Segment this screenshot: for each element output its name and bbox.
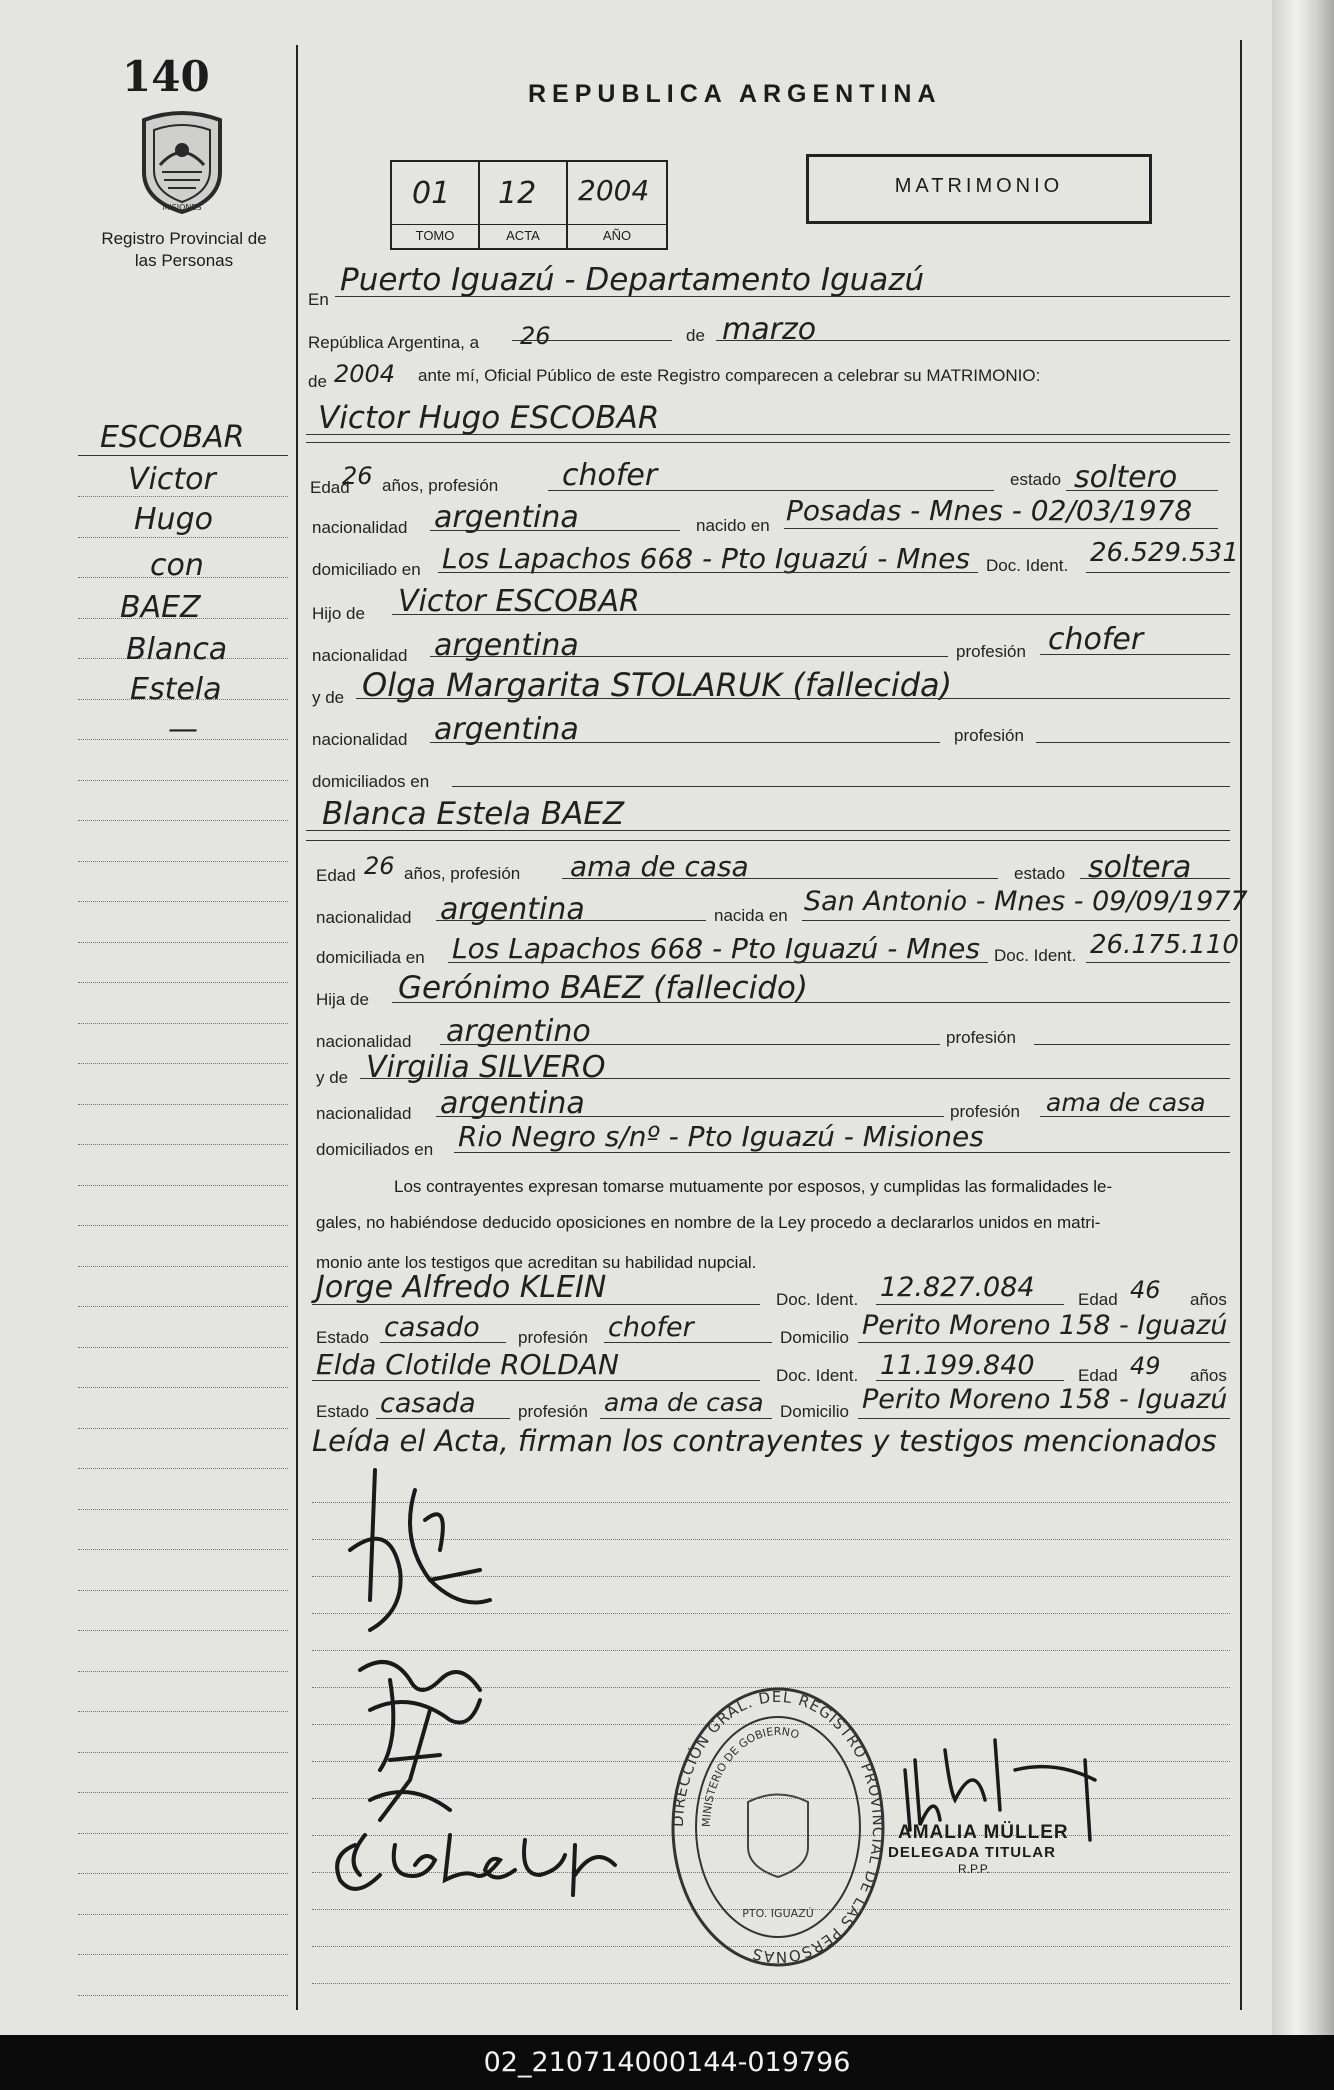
line bbox=[380, 1342, 506, 1343]
margin-ruled-line bbox=[78, 901, 288, 903]
witness-1-edad-label: Edad bbox=[1078, 1290, 1118, 1309]
official-sub: R.P.P. bbox=[958, 1862, 990, 1876]
image-caption: 02_210714000144-019796 bbox=[0, 2035, 1334, 2090]
bride-father-nac: argentino bbox=[446, 1014, 591, 1049]
bride-nacida-label: nacida en bbox=[714, 906, 788, 925]
line bbox=[604, 1342, 772, 1343]
margin-ruled-line bbox=[78, 1104, 288, 1106]
right-rule bbox=[1240, 40, 1242, 2010]
bride-estado-label: estado bbox=[1014, 864, 1066, 883]
margin-ruled-line bbox=[78, 1671, 288, 1673]
groom-anos-profesion-label: años, profesión bbox=[382, 476, 499, 495]
line bbox=[1066, 490, 1218, 491]
groom-edad-label: Edad bbox=[310, 478, 350, 497]
ano-value: 2004 bbox=[578, 174, 650, 207]
bride-edad-label: Edad bbox=[316, 866, 356, 885]
line bbox=[392, 1002, 1230, 1003]
bride-domiciliados: Rio Negro s/nº - Pto Iguazú - Misiones bbox=[458, 1120, 984, 1153]
line bbox=[312, 1380, 760, 1381]
margin-name: BAEZ bbox=[120, 590, 201, 625]
bride-mother-nac: argentina bbox=[440, 1086, 585, 1121]
groom-mother-label: y de bbox=[312, 688, 345, 707]
bride-name: Blanca Estela BAEZ bbox=[322, 796, 625, 832]
groom-edad: 26 bbox=[342, 462, 373, 490]
line bbox=[360, 1078, 1230, 1079]
bride-nacida: San Antonio - Mnes - 09/09/1977 bbox=[804, 886, 1248, 917]
day: 26 bbox=[520, 322, 551, 350]
groom-name-line2 bbox=[306, 442, 1230, 443]
bride-mother-nac-label: nacionalidad bbox=[316, 1104, 412, 1123]
provincial-seal-icon bbox=[132, 110, 232, 215]
groom-father-prof-label: profesión bbox=[956, 642, 1026, 661]
groom-father-nac-label: nacionalidad bbox=[312, 646, 408, 665]
margin-ruled-line bbox=[78, 780, 288, 782]
margin-ruled-line bbox=[78, 1590, 288, 1592]
margin-ruled-line bbox=[78, 1630, 288, 1632]
line bbox=[548, 490, 994, 491]
line bbox=[600, 1418, 772, 1419]
groom-nacionalidad: argentina bbox=[434, 500, 579, 535]
groom-domicilio-label: domiciliado en bbox=[312, 560, 421, 579]
margin-ruled-line bbox=[78, 861, 288, 863]
groom-father-nac: argentina bbox=[434, 628, 579, 663]
margin-name: Victor bbox=[128, 462, 216, 497]
margin-ruled-line bbox=[78, 1144, 288, 1146]
groom-domiciliados-label: domiciliados en bbox=[312, 772, 430, 791]
bride-anos-profesion-label: años, profesión bbox=[404, 864, 521, 883]
margin-ruled-line bbox=[78, 1428, 288, 1430]
line bbox=[436, 920, 706, 921]
groom-father-prof: chofer bbox=[1048, 622, 1144, 657]
act-type-box bbox=[806, 154, 1152, 224]
line bbox=[1080, 878, 1230, 879]
line bbox=[452, 786, 1230, 787]
day-line bbox=[512, 340, 672, 341]
margin-ruled-line bbox=[78, 1225, 288, 1227]
bride-father-prof-label: profesión bbox=[946, 1028, 1016, 1047]
margin-ruled-line bbox=[78, 1752, 288, 1754]
bride-name-line2 bbox=[306, 840, 1230, 841]
acta-label: ACTA bbox=[480, 224, 566, 247]
witness-1-name: Jorge Alfredo KLEIN bbox=[316, 1270, 607, 1305]
margin-name: Estela bbox=[130, 672, 222, 707]
groom-name-line bbox=[306, 434, 1230, 435]
margin-ruled-line bbox=[78, 1185, 288, 1187]
line bbox=[858, 1418, 1230, 1419]
bride-father: Gerónimo BAEZ (fallecido) bbox=[398, 970, 808, 1006]
bride-mother-prof: ama de casa bbox=[1046, 1088, 1206, 1117]
witness-2-edad-label: Edad bbox=[1078, 1366, 1118, 1385]
groom-signature bbox=[330, 1460, 510, 1640]
margin-ruled-line bbox=[78, 1306, 288, 1308]
margin-ruled-line bbox=[78, 1954, 288, 1956]
witness-2-profesion-label: profesión bbox=[518, 1402, 588, 1421]
svg-text:PTO. IGUAZÚ: PTO. IGUAZÚ bbox=[742, 1907, 814, 1920]
margin-ruled-line bbox=[78, 1023, 288, 1025]
bride-domicilio-label: domiciliada en bbox=[316, 948, 425, 967]
bride-domiciliados-label: domiciliados en bbox=[316, 1140, 434, 1159]
groom-mother-prof-label: profesión bbox=[954, 726, 1024, 745]
line bbox=[448, 962, 988, 963]
declaration-line-2: gales, no habiéndose deducido oposiciones en nombre de la Ley procedo a declararlos unidos en matri- bbox=[316, 1213, 1101, 1232]
month: marzo bbox=[722, 312, 817, 347]
republica-label: República Argentina, a bbox=[308, 333, 480, 352]
groom-mother-nac-label: nacionalidad bbox=[312, 730, 408, 749]
margin-ruled-line bbox=[78, 942, 288, 944]
witness-1-estado: casado bbox=[384, 1312, 480, 1343]
witness-2-profesion: ama de casa bbox=[604, 1388, 764, 1417]
tomo-acta-ano-box bbox=[390, 160, 668, 250]
de-label: de bbox=[686, 326, 705, 345]
line bbox=[356, 698, 1230, 699]
witness-1-doc: 12.827.084 bbox=[880, 1272, 1035, 1303]
witness-2-edad: 49 bbox=[1130, 1352, 1161, 1380]
year-prefix: de bbox=[308, 372, 327, 391]
country-title: REPUBLICA ARGENTINA bbox=[528, 80, 942, 108]
bride-nacionalidad: argentina bbox=[440, 892, 585, 927]
witness-1-doc-label: Doc. Ident. bbox=[776, 1290, 859, 1309]
margin-ruled-line bbox=[78, 1873, 288, 1875]
margin-ruled-line bbox=[78, 1792, 288, 1794]
margin-name: ESCOBAR bbox=[100, 420, 245, 455]
line bbox=[376, 1418, 510, 1419]
margin-ruled-line bbox=[78, 1347, 288, 1349]
bride-domicilio: Los Lapachos 668 - Pto Iguazú - Mnes bbox=[452, 932, 980, 965]
groom-mother-nac: argentina bbox=[434, 712, 579, 747]
line bbox=[1040, 654, 1230, 655]
tomo-label: TOMO bbox=[392, 224, 478, 247]
groom-doc: 26.529.531 bbox=[1090, 538, 1239, 568]
place: Puerto Iguazú - Departamento Iguazú bbox=[340, 262, 925, 298]
margin-ruled-line bbox=[78, 1711, 288, 1713]
line bbox=[392, 614, 1230, 615]
bride-name-line bbox=[306, 830, 1230, 831]
witness-2-domicilio-label: Domicilio bbox=[780, 1402, 849, 1421]
witness-1-profesion: chofer bbox=[608, 1312, 694, 1343]
acta-value: 12 bbox=[498, 176, 537, 211]
groom-doc-label: Doc. Ident. bbox=[986, 556, 1069, 575]
witness-1-edad: 46 bbox=[1130, 1276, 1161, 1304]
groom-estado: soltero bbox=[1074, 460, 1178, 495]
place-line bbox=[335, 296, 1230, 297]
witness-1-estado-label: Estado bbox=[316, 1328, 369, 1347]
line bbox=[430, 742, 940, 743]
margin-ruled-line bbox=[78, 1914, 288, 1916]
margin-ruled-line bbox=[78, 1468, 288, 1470]
line bbox=[454, 1152, 1230, 1153]
declaration-line-3: monio ante los testigos que acreditan su habilidad nupcial. bbox=[316, 1253, 757, 1272]
line bbox=[430, 530, 680, 531]
margin-ruled-line bbox=[78, 1266, 288, 1268]
svg-text:MINISTERIO DE GOBIERNO: MINISTERIO DE GOBIERNO bbox=[699, 1724, 801, 1828]
signature-ruled-line bbox=[312, 1983, 1230, 1985]
bride-profesion: ama de casa bbox=[570, 850, 749, 883]
bride-father-nac-label: nacionalidad bbox=[316, 1032, 412, 1051]
groom-nacido-label: nacido en bbox=[696, 516, 770, 535]
margin-ruled-line bbox=[78, 1995, 288, 1997]
witness-2-anos-label: años bbox=[1190, 1366, 1227, 1385]
margin-name: — bbox=[168, 712, 198, 747]
line bbox=[876, 1380, 1064, 1381]
line bbox=[858, 1342, 1230, 1343]
month-line bbox=[716, 340, 1230, 341]
official-name: AMALIA MÜLLER bbox=[898, 1822, 1069, 1843]
bride-father-label: Hija de bbox=[316, 990, 369, 1009]
line bbox=[436, 1116, 944, 1117]
registry-name: Registro Provincial de las Personas bbox=[101, 229, 267, 270]
line bbox=[802, 920, 1230, 921]
groom-father: Victor ESCOBAR bbox=[398, 584, 640, 619]
tomo-value: 01 bbox=[412, 176, 451, 211]
year: 2004 bbox=[334, 360, 396, 388]
line bbox=[784, 528, 1218, 529]
en-label: En bbox=[308, 290, 329, 309]
bride-nac-label: nacionalidad bbox=[316, 908, 412, 927]
bride-mother: Virgilia SILVERO bbox=[366, 1050, 606, 1085]
margin-ruled-line bbox=[78, 1833, 288, 1835]
line bbox=[1034, 1044, 1230, 1045]
groom-mother: Olga Margarita STOLARUK (fallecida) bbox=[362, 666, 953, 704]
bride-doc: 26.175.110 bbox=[1090, 930, 1239, 960]
bride-mother-label: y de bbox=[316, 1068, 349, 1087]
folio-number: 140 bbox=[122, 52, 210, 101]
witness-1-profesion-label: profesión bbox=[518, 1328, 588, 1347]
margin-ruled-line bbox=[78, 982, 288, 984]
bride-mother-prof-label: profesión bbox=[950, 1102, 1020, 1121]
witness-2-name: Elda Clotilde ROLDAN bbox=[316, 1348, 619, 1381]
declaration-line-1: Los contrayentes expresan tomarse mutuamente por esposos, y cumplidas las formalidades le- bbox=[394, 1177, 1113, 1196]
margin-name: con bbox=[150, 548, 204, 583]
svg-text:DIRECCIÓN GRAL. DEL REGISTRO P: DIRECCIÓN GRAL. DEL REGISTRO PROVINCIAL DE LAS PERSONAS bbox=[668, 1687, 888, 1967]
margin-ruled-line bbox=[78, 820, 288, 822]
margin-ruled-line bbox=[78, 1549, 288, 1551]
groom-name: Victor Hugo ESCOBAR bbox=[318, 400, 660, 436]
groom-father-label: Hijo de bbox=[312, 604, 365, 623]
line bbox=[1040, 1116, 1230, 1117]
svg-text:MISIONES: MISIONES bbox=[162, 203, 202, 212]
groom-nac-label: nacionalidad bbox=[312, 518, 408, 537]
bride-edad: 26 bbox=[364, 852, 395, 880]
witness-2-doc: 11.199.840 bbox=[880, 1350, 1035, 1381]
line bbox=[440, 1044, 940, 1045]
witness-1-domicilio-label: Domicilio bbox=[780, 1328, 849, 1347]
witness-2-signature bbox=[325, 1815, 625, 1905]
margin-ruled-line bbox=[78, 1063, 288, 1065]
line bbox=[1036, 742, 1230, 743]
bride-estado: soltera bbox=[1088, 850, 1192, 885]
margin-name: Hugo bbox=[134, 502, 213, 537]
margin-line bbox=[78, 455, 288, 457]
margin-name: Blanca bbox=[126, 632, 228, 667]
official-title: DELEGADA TITULAR bbox=[888, 1844, 1056, 1861]
line bbox=[1086, 572, 1230, 573]
line bbox=[876, 1304, 1064, 1305]
margin-rule bbox=[296, 45, 298, 2010]
official-round-stamp bbox=[668, 1682, 888, 1972]
line bbox=[438, 572, 978, 573]
line bbox=[430, 656, 948, 657]
witness-1-anos-label: años bbox=[1190, 1290, 1227, 1309]
intro-statement: ante mí, Oficial Público de este Registro comparecen a celebrar su MATRIMONIO: bbox=[418, 366, 1041, 385]
bride-doc-label: Doc. Ident. bbox=[994, 946, 1077, 965]
witness-2-estado-label: Estado bbox=[316, 1402, 369, 1421]
closing-statement: Leída el Acta, firman los contrayentes y testigos mencionados bbox=[312, 1424, 1217, 1458]
groom-domicilio: Los Lapachos 668 - Pto Iguazú - Mnes bbox=[442, 542, 970, 575]
witness-1-domicilio: Perito Moreno 158 - Iguazú bbox=[862, 1310, 1228, 1341]
book-binding bbox=[1272, 0, 1334, 2035]
margin-ruled-line bbox=[78, 1509, 288, 1511]
line bbox=[312, 1304, 760, 1305]
groom-nacido: Posadas - Mnes - 02/03/1978 bbox=[786, 494, 1193, 527]
ano-label: AÑO bbox=[568, 224, 666, 247]
groom-profesion: chofer bbox=[562, 458, 658, 493]
witness-2-domicilio: Perito Moreno 158 - Iguazú bbox=[862, 1384, 1228, 1415]
witness-2-estado: casada bbox=[380, 1388, 476, 1419]
line bbox=[562, 878, 998, 879]
margin-ruled-line bbox=[78, 1387, 288, 1389]
line bbox=[1086, 962, 1230, 963]
groom-estado-label: estado bbox=[1010, 470, 1062, 489]
act-type: MATRIMONIO bbox=[894, 175, 1064, 197]
witness-2-doc-label: Doc. Ident. bbox=[776, 1366, 859, 1385]
